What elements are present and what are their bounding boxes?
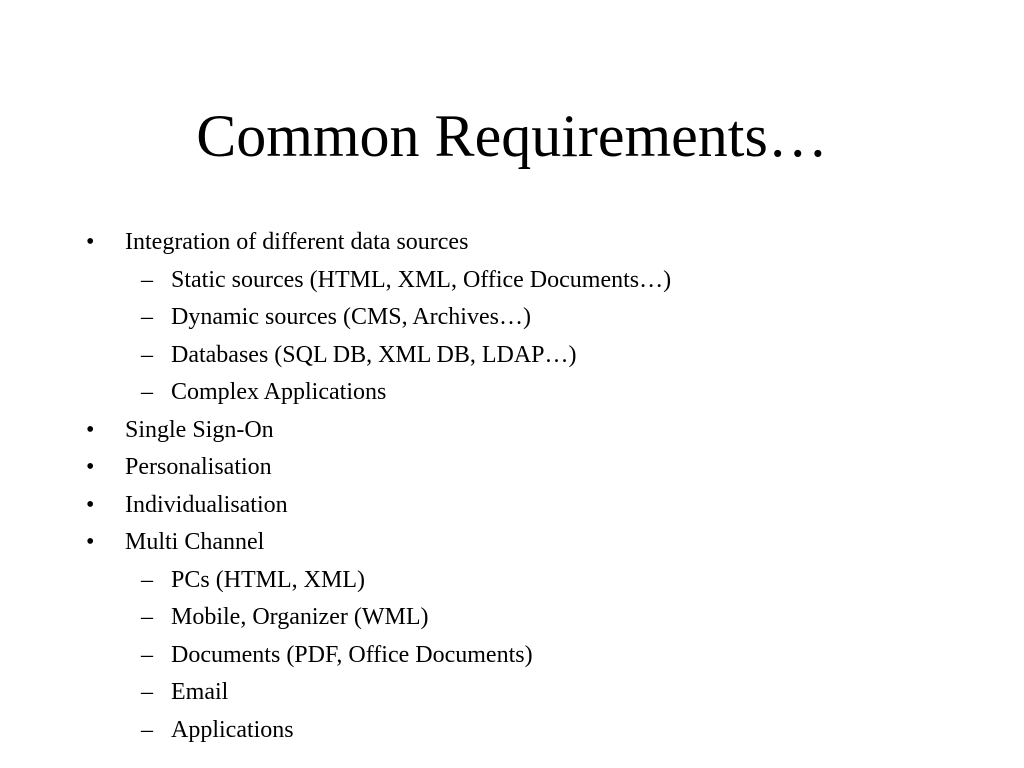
sub-bullet-text: Databases (SQL DB, XML DB, LDAP…) xyxy=(171,341,577,368)
sub-bullet-item xyxy=(0,712,1024,750)
sub-bullet-item xyxy=(0,262,1024,300)
sub-bullet-text: Applications xyxy=(171,716,294,743)
sub-bullet-text: Dynamic sources (CMS, Archives…) xyxy=(171,304,531,330)
bullet-item xyxy=(0,412,1024,450)
sub-bullet-marker: – xyxy=(141,379,153,405)
sub-bullet-text: Complex Applications xyxy=(171,379,387,405)
bullet-text: Single Sign-On xyxy=(125,416,274,443)
bullet-marker: • xyxy=(86,529,95,555)
bullet-item xyxy=(0,487,1024,525)
sub-bullet-item xyxy=(0,374,1024,412)
sub-bullet-text: PCs (HTML, XML) xyxy=(171,566,366,593)
sub-bullet-marker: – xyxy=(141,566,153,593)
sub-bullet-marker: – xyxy=(141,341,153,368)
sub-bullet-item xyxy=(0,562,1024,600)
bullet-text: Individualisation xyxy=(125,491,288,518)
sub-bullet-marker: – xyxy=(141,716,153,743)
bullet-marker: • xyxy=(86,454,95,480)
sub-bullet-item xyxy=(0,637,1024,675)
slide-title: Common Requirements… xyxy=(196,103,828,169)
sub-bullet-item xyxy=(0,674,1024,712)
bullet-text: Personalisation xyxy=(125,454,272,480)
sub-bullet-item xyxy=(0,337,1024,375)
bullet-text: Integration of different data sources xyxy=(125,229,469,255)
sub-bullet-marker: – xyxy=(141,304,153,330)
bullet-marker: • xyxy=(86,229,95,255)
bullet-text: Multi Channel xyxy=(125,529,265,555)
bullet-item xyxy=(0,449,1024,487)
bullet-item xyxy=(0,224,1024,262)
bullet-marker: • xyxy=(86,416,95,443)
sub-bullet-text: Documents (PDF, Office Documents) xyxy=(171,641,533,668)
sub-bullet-marker: – xyxy=(141,641,153,668)
bullet-item xyxy=(0,524,1024,562)
sub-bullet-item xyxy=(0,599,1024,637)
sub-bullet-text: Mobile, Organizer (WML) xyxy=(171,604,429,630)
sub-bullet-text: Email xyxy=(171,679,229,705)
sub-bullet-marker: – xyxy=(141,679,153,705)
sub-bullet-item xyxy=(0,299,1024,337)
bullet-marker: • xyxy=(86,491,95,518)
sub-bullet-text: Static sources (HTML, XML, Office Documents…) xyxy=(171,266,672,293)
bullet-list xyxy=(0,224,1024,749)
sub-bullet-marker: – xyxy=(141,604,153,630)
sub-bullet-marker: – xyxy=(141,266,153,293)
